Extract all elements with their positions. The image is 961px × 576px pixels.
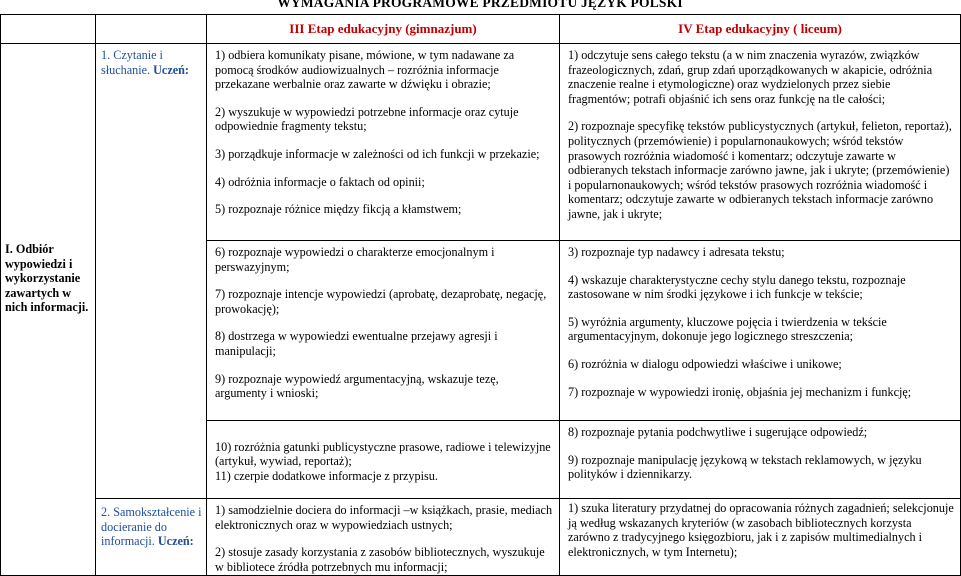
area-cell-self-learning: [96, 498, 207, 575]
document-title: WYMAGANIA PROGRAMOWE PRZEDMIOTU JĘZYK POLSKI: [277, 0, 683, 10]
stage4-cell: [560, 421, 961, 499]
requirement-item: 9) rozpoznaje wypowiedź argumentacyjną, wskazuje tezę, argumenty i wnioski;: [215, 371, 499, 401]
area-pupil-label: Uczeń:: [153, 62, 189, 77]
area-cell-reading: [96, 44, 207, 499]
area-pupil-label: Uczeń:: [157, 534, 194, 549]
requirement-item: 1) szuka literatury przydatnej do opracowania różnych zagadnień; selekcjonuje ją według wskazanych kryteriów (w zasobach bibliotecznych korzysta zarówno z tradycyjnego księgozbioru, jak i z zapisów multimedialnych i elektronicznych, w tym Internetu);: [568, 500, 954, 559]
requirement-item: 8) dostrzega w wypowiedzi ewentualne przejawy agresji i manipulacji;: [215, 329, 498, 358]
requirement-item: 2) stosuje zasady korzystania z zasobów bibliotecznych, wyszukuje w bibliotece źródła potrzebnych mu informacji;: [215, 545, 545, 574]
stage4-cell: [560, 498, 961, 575]
stage3-cell: [207, 44, 560, 241]
stage4-cell: [560, 241, 961, 421]
requirement-item: 1) odczytuje sens całego tekstu (a w nim znaczenia wyrazów, związków frazeologicznych, zdań, grup zdań uporządkowanych w akapicie, odróżnia znaczenie realne i etymologiczne) oraz wydzielonych przez siebie fragmentów; potrafi objaśnić ich sens oraz funkcję na tle całości;: [568, 48, 933, 106]
requirement-item: 4) odróżnia informacje o faktach od opinii;: [215, 174, 425, 189]
table-row: [1, 44, 961, 241]
requirement-item: 1) samodzielnie dociera do informacji –w książkach, prasie, mediach elektronicznych oraz w wypowiedziach ustnych;: [215, 502, 553, 532]
stage3-header: III Etap edukacyjny (gimnazjum): [207, 15, 560, 44]
table-row: [1, 498, 961, 575]
area-heading-reading: 1. Czytanie i słuchanie.: [101, 48, 163, 77]
area-heading-self-learning: 2. Samokształcenie i docieranie do informacji.: [101, 504, 202, 549]
requirement-item: 1) odbiera komunikaty pisane, mówione, w tym nadawane za pomocą środków audiowizualnych – rozróżnia informacje przekazane werbalnie oraz zawarte w dźwięku i obrazie;: [215, 48, 515, 92]
requirement-item: 6) rozpoznaje wypowiedzi o charakterze emocjonalnym i perswazyjnym;: [215, 245, 495, 274]
header-empty-cell: [1, 15, 96, 44]
requirement-item: 3) rozpoznaje typ nadawcy i adresata tekstu;: [568, 245, 785, 259]
requirement-item: 7) rozpoznaje w wypowiedzi ironię, objaśnia jej mechanizm i funkcję;: [568, 384, 912, 399]
section-cell: [1, 44, 96, 576]
stage3-cell: [207, 421, 560, 499]
stage3-cell: [207, 498, 560, 575]
requirement-item: 4) wskazuje charakterystyczne cechy stylu danego tekstu, rozpoznaje zastosowane w nim środki językowe i ich funkcje w tekście;: [568, 272, 906, 302]
requirement-item: 2) wyszukuje w wypowiedzi potrzebne informacje oraz cytuje odpowiednie fragmenty tekstu;: [215, 104, 519, 134]
requirement-item: 10) rozróżnia gatunki publicystyczne prasowe, radiowe i telewizyjne (artykuł, wywiad, reportaż); 11) czerpie dodatkowe informacje z przypisu.: [215, 439, 551, 483]
requirements-table: [0, 14, 961, 576]
requirement-item: 6) rozróżnia w dialogu odpowiedzi właściwe i unikowe;: [568, 356, 842, 371]
requirement-item: 7) rozpoznaje intencje wypowiedzi (aprobatę, dezaprobatę, negację, prowokację);: [215, 287, 547, 316]
header-empty-cell: [96, 15, 207, 44]
requirement-item: 2) rozpoznaje specyfikę tekstów publicystycznych (artykuł, felieton, reportaż), politycznych (przemówienie) i popularnonaukowych; wśród tekstów prasowych rozróżnia wiadomość i komentarz; odczytuje zawarte w odbieranych tekstach informacje zarówno jawne, jak i ukryte; (przemówienie) i popularnonaukowych; wśród tekstów prasowych rozróżnia wiadomość i komentarz; odczytuje zawarte w odbieranych tekstach informacje zarówno jawne, jak i ukryte;: [568, 119, 952, 221]
stage3-cell: [207, 241, 560, 421]
requirement-item: 3) porządkuje informacje w zależności od ich funkcji w przekazie;: [215, 146, 540, 161]
requirement-item: 9) rozpoznaje manipulację językową w tekstach reklamowych, w języku polityków i dziennikarzy.: [568, 452, 922, 482]
header-row: [1, 15, 961, 44]
requirement-item: 8) rozpoznaje pytania podchwytliwe i sugerujące odpowiedź;: [568, 425, 868, 439]
stage4-cell: [560, 44, 961, 241]
section-label: I. Odbiór wypowiedzi i wykorzystanie zawartych w nich informacji.: [5, 242, 89, 315]
requirement-item: 5) wyróżnia argumenty, kluczowe pojęcia i twierdzenia w tekście argumentacyjnym, dokonuje jego logicznego streszczenia;: [568, 314, 887, 344]
stage4-header: IV Etap edukacyjny ( liceum): [560, 15, 961, 44]
requirement-item: 5) rozpoznaje różnice między fikcją a kłamstwem;: [215, 202, 462, 217]
